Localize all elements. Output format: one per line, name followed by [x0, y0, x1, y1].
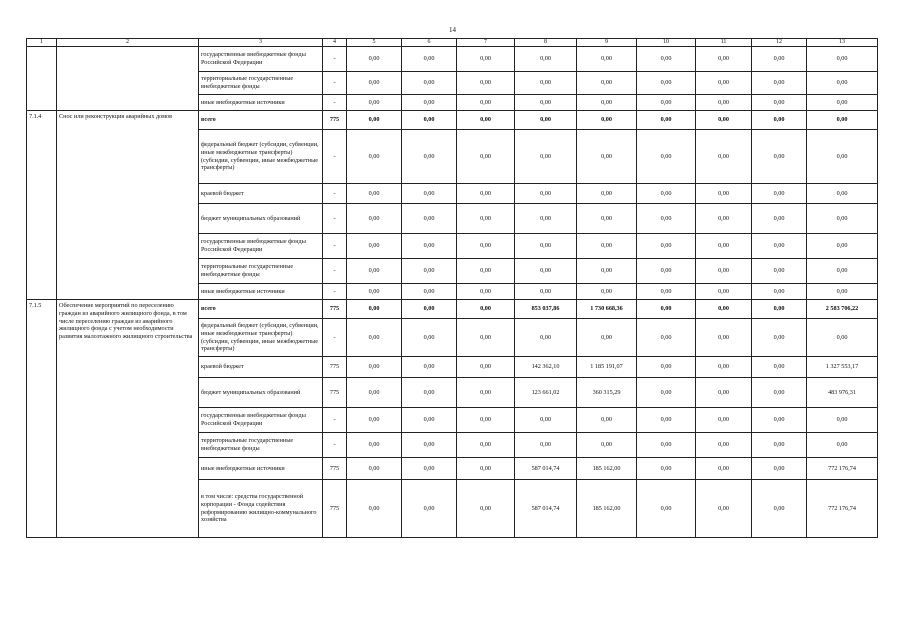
funding-source-cell: бюджет муниципальных образований [199, 378, 323, 408]
value-cell: 0,00 [752, 184, 807, 204]
value-cell: 0,00 [515, 95, 577, 111]
value-cell: 0,00 [807, 259, 878, 284]
value-cell: 0,00 [807, 72, 878, 95]
value-cell: 0,00 [457, 408, 515, 433]
value-cell: 0,00 [402, 319, 457, 357]
value-cell: 0,00 [752, 95, 807, 111]
value-cell: 0,00 [402, 111, 457, 130]
value-cell: 0,00 [347, 284, 402, 300]
item-name-cell: Снос или реконструкция аварийных домов [57, 111, 199, 300]
value-cell: 0,00 [807, 433, 878, 458]
header-row [27, 39, 878, 47]
value-cell: 0,00 [457, 234, 515, 259]
value-cell: 0,00 [515, 47, 577, 72]
header-cell: 10 [637, 39, 696, 47]
code-cell: 775 [323, 458, 347, 480]
value-cell: 0,00 [577, 433, 637, 458]
value-cell: 0,00 [696, 300, 752, 319]
funding-source-cell: всего [199, 300, 323, 319]
value-cell: 123 661,02 [515, 378, 577, 408]
value-cell: 0,00 [577, 234, 637, 259]
value-cell: 0,00 [696, 95, 752, 111]
page-number: 14 [449, 26, 456, 34]
value-cell: 0,00 [347, 259, 402, 284]
header-cell: 11 [696, 39, 752, 47]
value-cell: 0,00 [515, 130, 577, 184]
value-cell: 0,00 [577, 111, 637, 130]
funding-source-cell: краевой бюджет [199, 184, 323, 204]
value-cell: 1 327 553,17 [807, 357, 878, 378]
value-cell: 0,00 [347, 357, 402, 378]
value-cell: 0,00 [696, 378, 752, 408]
value-cell: 0,00 [457, 284, 515, 300]
value-cell: 0,00 [347, 184, 402, 204]
code-cell: - [323, 204, 347, 234]
value-cell: 0,00 [752, 111, 807, 130]
value-cell: 0,00 [807, 184, 878, 204]
funding-source-cell: государственные внебюджетные фонды Российской Федерации [199, 234, 323, 259]
header-cell: 3 [199, 39, 323, 47]
value-cell: 0,00 [457, 95, 515, 111]
value-cell: 0,00 [347, 408, 402, 433]
item-number-cell: 7.1.5 [27, 300, 57, 538]
funding-source-cell: иные внебюджетные источники [199, 284, 323, 300]
value-cell: 0,00 [696, 111, 752, 130]
value-cell: 0,00 [457, 378, 515, 408]
value-cell: 0,00 [752, 72, 807, 95]
value-cell: 0,00 [402, 357, 457, 378]
value-cell: 0,00 [347, 47, 402, 72]
value-cell: 0,00 [637, 130, 696, 184]
value-cell: 0,00 [637, 378, 696, 408]
value-cell: 0,00 [577, 47, 637, 72]
value-cell: 0,00 [457, 47, 515, 72]
value-cell: 0,00 [637, 300, 696, 319]
value-cell: 0,00 [752, 300, 807, 319]
value-cell: 0,00 [637, 433, 696, 458]
value-cell: 0,00 [402, 433, 457, 458]
value-cell: 0,00 [637, 72, 696, 95]
code-cell: 775 [323, 111, 347, 130]
value-cell: 0,00 [402, 480, 457, 538]
value-cell: 0,00 [577, 204, 637, 234]
value-cell: 0,00 [807, 408, 878, 433]
value-cell: 0,00 [515, 433, 577, 458]
value-cell: 0,00 [807, 111, 878, 130]
item-number-cell: 7.1.4 [27, 111, 57, 300]
code-cell: - [323, 259, 347, 284]
code-cell: 775 [323, 357, 347, 378]
value-cell: 0,00 [752, 284, 807, 300]
code-cell: - [323, 130, 347, 184]
value-cell: 0,00 [347, 130, 402, 184]
value-cell: 0,00 [752, 480, 807, 538]
code-cell: - [323, 184, 347, 204]
value-cell: 0,00 [515, 319, 577, 357]
value-cell: 0,00 [515, 72, 577, 95]
header-cell: 4 [323, 39, 347, 47]
value-cell: 0,00 [577, 319, 637, 357]
value-cell: 0,00 [696, 130, 752, 184]
value-cell: 0,00 [637, 204, 696, 234]
funding-source-cell: иные внебюджетные источники [199, 95, 323, 111]
value-cell: 0,00 [577, 130, 637, 184]
header-cell: 2 [57, 39, 199, 47]
value-cell: 0,00 [577, 259, 637, 284]
value-cell: 0,00 [807, 47, 878, 72]
value-cell: 0,00 [637, 480, 696, 538]
value-cell: 0,00 [807, 284, 878, 300]
value-cell: 0,00 [402, 284, 457, 300]
value-cell: 0,00 [457, 433, 515, 458]
header-cell: 1 [27, 39, 57, 47]
code-cell: - [323, 408, 347, 433]
value-cell: 0,00 [402, 130, 457, 184]
item-name-cell: Обеспечение мероприятий по переселению граждан из аварийного жилищного фонда, в том числе переселению граждан из аварийного жилищного фонда с учетом необходимости развития малоэтажного жилищного строительства [57, 300, 199, 538]
value-cell: 360 315,29 [577, 378, 637, 408]
value-cell: 0,00 [637, 284, 696, 300]
code-cell: - [323, 95, 347, 111]
value-cell: 0,00 [807, 130, 878, 184]
value-cell: 0,00 [577, 284, 637, 300]
funding-source-cell: территориальные государственные внебюджетные фонды [199, 433, 323, 458]
value-cell: 0,00 [696, 184, 752, 204]
value-cell: 0,00 [457, 480, 515, 538]
value-cell: 587 014,74 [515, 458, 577, 480]
value-cell: 0,00 [347, 480, 402, 538]
value-cell: 1 185 191,07 [577, 357, 637, 378]
value-cell: 0,00 [402, 458, 457, 480]
value-cell: 0,00 [696, 357, 752, 378]
value-cell: 0,00 [752, 408, 807, 433]
value-cell: 0,00 [457, 458, 515, 480]
code-cell: - [323, 319, 347, 357]
value-cell: 0,00 [696, 259, 752, 284]
value-cell: 0,00 [696, 433, 752, 458]
value-cell: 0,00 [347, 378, 402, 408]
value-cell: 0,00 [457, 319, 515, 357]
header-cell: 13 [807, 39, 878, 47]
value-cell: 0,00 [402, 408, 457, 433]
value-cell: 0,00 [577, 95, 637, 111]
value-cell: 0,00 [696, 47, 752, 72]
value-cell: 772 176,74 [807, 480, 878, 538]
value-cell: 0,00 [515, 111, 577, 130]
value-cell: 587 014,74 [515, 480, 577, 538]
value-cell: 0,00 [347, 319, 402, 357]
code-cell: - [323, 47, 347, 72]
value-cell: 0,00 [696, 234, 752, 259]
value-cell: 0,00 [515, 408, 577, 433]
value-cell: 0,00 [347, 95, 402, 111]
code-cell: - [323, 234, 347, 259]
value-cell: 483 976,31 [807, 378, 878, 408]
value-cell: 0,00 [637, 234, 696, 259]
header-cell: 12 [752, 39, 807, 47]
value-cell: 0,00 [637, 458, 696, 480]
value-cell: 0,00 [347, 300, 402, 319]
funding-source-cell: федеральный бюджет (субсидии, субвенции, иные межбюджетные трансферты) (субсидии, субвенции, иные межбюджетные трансферты) [199, 319, 323, 357]
value-cell: 0,00 [402, 234, 457, 259]
value-cell: 0,00 [402, 378, 457, 408]
header-cell: 9 [577, 39, 637, 47]
value-cell: 185 162,00 [577, 480, 637, 538]
value-cell: 0,00 [752, 357, 807, 378]
header-cell: 7 [457, 39, 515, 47]
value-cell: 142 362,10 [515, 357, 577, 378]
value-cell: 0,00 [807, 319, 878, 357]
value-cell: 0,00 [752, 130, 807, 184]
value-cell: 0,00 [515, 259, 577, 284]
value-cell: 853 037,86 [515, 300, 577, 319]
code-cell: 775 [323, 378, 347, 408]
code-cell: 775 [323, 480, 347, 538]
funding-source-cell: территориальные государственные внебюджетные фонды [199, 259, 323, 284]
value-cell: 0,00 [637, 111, 696, 130]
value-cell: 0,00 [696, 480, 752, 538]
value-cell: 0,00 [807, 204, 878, 234]
code-cell: - [323, 72, 347, 95]
value-cell: 0,00 [457, 259, 515, 284]
value-cell: 0,00 [696, 319, 752, 357]
value-cell: 0,00 [457, 111, 515, 130]
value-cell: 0,00 [637, 319, 696, 357]
value-cell: 772 176,74 [807, 458, 878, 480]
header-cell: 5 [347, 39, 402, 47]
value-cell: 0,00 [637, 95, 696, 111]
value-cell: 0,00 [457, 130, 515, 184]
funding-source-cell: государственные внебюджетные фонды Российской Федерации [199, 408, 323, 433]
value-cell: 0,00 [457, 184, 515, 204]
value-cell: 0,00 [402, 47, 457, 72]
value-cell: 0,00 [696, 458, 752, 480]
code-cell: 775 [323, 300, 347, 319]
funding-source-cell: территориальные государственные внебюджетные фонды [199, 72, 323, 95]
funding-source-cell: в том числе: средства государственной корпорации - Фонда содействия реформированию жилищно-коммунального хозяйства [199, 480, 323, 538]
table-row [27, 111, 878, 130]
table-row [27, 300, 878, 319]
funding-source-cell: федеральный бюджет (субсидии, субвенции, иные межбюджетные трансферты) (субсидии, субвенции, иные межбюджетные трансферты) [199, 130, 323, 184]
value-cell: 0,00 [752, 47, 807, 72]
value-cell: 1 730 668,36 [577, 300, 637, 319]
funding-source-cell: государственные внебюджетные фонды Российской Федерации [199, 47, 323, 72]
value-cell: 0,00 [402, 72, 457, 95]
value-cell: 0,00 [696, 72, 752, 95]
value-cell: 0,00 [637, 408, 696, 433]
value-cell: 0,00 [637, 357, 696, 378]
code-cell: - [323, 433, 347, 458]
funding-source-cell: бюджет муниципальных образований [199, 204, 323, 234]
value-cell: 0,00 [807, 234, 878, 259]
value-cell: 0,00 [696, 408, 752, 433]
value-cell: 0,00 [752, 319, 807, 357]
header-cell: 6 [402, 39, 457, 47]
value-cell: 0,00 [752, 204, 807, 234]
value-cell: 0,00 [752, 234, 807, 259]
value-cell: 0,00 [515, 184, 577, 204]
value-cell: 0,00 [577, 408, 637, 433]
item-number-cell [27, 47, 57, 111]
value-cell: 0,00 [347, 433, 402, 458]
value-cell: 0,00 [577, 184, 637, 204]
budget-table [26, 38, 878, 538]
value-cell: 0,00 [637, 184, 696, 204]
value-cell: 0,00 [347, 234, 402, 259]
value-cell: 0,00 [515, 234, 577, 259]
value-cell: 0,00 [752, 458, 807, 480]
value-cell: 0,00 [347, 111, 402, 130]
item-name-cell [57, 47, 199, 111]
value-cell: 185 162,00 [577, 458, 637, 480]
value-cell: 0,00 [457, 357, 515, 378]
value-cell: 0,00 [807, 95, 878, 111]
value-cell: 0,00 [752, 378, 807, 408]
value-cell: 0,00 [637, 47, 696, 72]
funding-source-cell: краевой бюджет [199, 357, 323, 378]
value-cell: 0,00 [752, 259, 807, 284]
table-row [27, 47, 878, 72]
value-cell: 0,00 [347, 458, 402, 480]
value-cell: 0,00 [347, 72, 402, 95]
value-cell: 0,00 [515, 284, 577, 300]
value-cell: 0,00 [402, 95, 457, 111]
value-cell: 0,00 [402, 204, 457, 234]
value-cell: 0,00 [752, 433, 807, 458]
value-cell: 0,00 [347, 204, 402, 234]
code-cell: - [323, 284, 347, 300]
value-cell: 0,00 [696, 284, 752, 300]
value-cell: 0,00 [696, 204, 752, 234]
value-cell: 2 583 706,22 [807, 300, 878, 319]
value-cell: 0,00 [457, 300, 515, 319]
value-cell: 0,00 [402, 184, 457, 204]
funding-source-cell: всего [199, 111, 323, 130]
value-cell: 0,00 [402, 300, 457, 319]
value-cell: 0,00 [577, 72, 637, 95]
value-cell: 0,00 [402, 259, 457, 284]
value-cell: 0,00 [457, 204, 515, 234]
value-cell: 0,00 [457, 72, 515, 95]
funding-source-cell: иные внебюджетные источники [199, 458, 323, 480]
value-cell: 0,00 [515, 204, 577, 234]
header-cell: 8 [515, 39, 577, 47]
value-cell: 0,00 [637, 259, 696, 284]
